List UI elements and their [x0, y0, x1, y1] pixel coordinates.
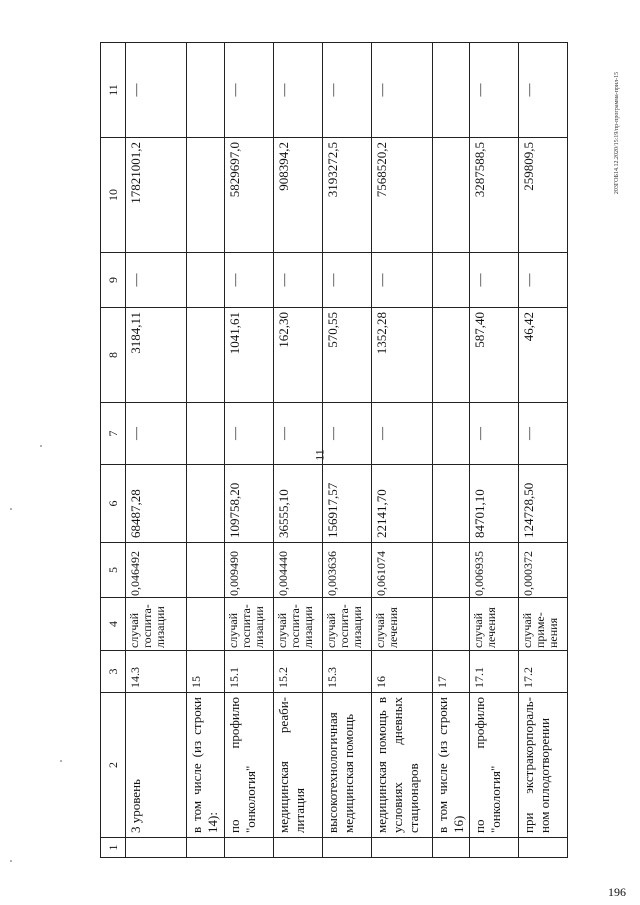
indicator-name-cell: по профилю "онкология" — [224, 693, 273, 838]
col9-value-cell — [432, 253, 470, 308]
norm-value-cell — [432, 543, 470, 598]
line-number-cell: 16 — [371, 651, 432, 693]
norm-value-cell: 0,006935 — [470, 543, 519, 598]
table-row — [470, 43, 519, 858]
row-index-cell — [432, 838, 470, 858]
row-index-cell — [470, 838, 519, 858]
line-number-cell: 15.3 — [322, 651, 371, 693]
unit-cell: случай приме-нения — [519, 598, 568, 651]
header-cell: 4 — [101, 598, 126, 651]
row-index-cell — [187, 838, 225, 858]
total-value-cell: 908394,2 — [273, 138, 322, 253]
norm-value-cell: 0,061074 — [371, 543, 432, 598]
indicator-name-cell: высокотехнологичная медицинская помощь — [322, 693, 371, 838]
col11-value-cell: — — [322, 43, 371, 138]
unit-cell: случай госпита-лизации — [322, 598, 371, 651]
col9-value-cell: — — [126, 253, 187, 308]
total-value-cell: 7568520,2 — [371, 138, 432, 253]
indicator-name-cell: в том числе (из строки 16) — [432, 693, 470, 838]
table-row — [322, 43, 371, 858]
data-table — [100, 42, 568, 858]
table-row — [126, 43, 187, 858]
col9-value-cell: — — [322, 253, 371, 308]
col7-value-cell: — — [322, 403, 371, 465]
total-value-cell: 3287588,5 — [470, 138, 519, 253]
per-capita-value-cell: 162,30 — [273, 308, 322, 403]
table-row — [224, 43, 273, 858]
header-cell: 2 — [101, 693, 126, 838]
unit-cell: случай лечения — [371, 598, 432, 651]
line-number-cell: 15.1 — [224, 651, 273, 693]
norm-value-cell: 0,000372 — [519, 543, 568, 598]
unit-cell: случай лечения — [470, 598, 519, 651]
total-value-cell — [432, 138, 470, 253]
per-capita-value-cell — [187, 308, 225, 403]
total-value-cell: 17821001,2 — [126, 138, 187, 253]
col7-value-cell: — — [273, 403, 322, 465]
line-number-cell: 17.2 — [519, 651, 568, 693]
indicator-name-cell: медицинская помощь в условиях дневных стационаров — [371, 693, 432, 838]
col11-value-cell: — — [371, 43, 432, 138]
per-capita-value-cell: 46,42 — [519, 308, 568, 403]
total-value-cell: 259809,5 — [519, 138, 568, 253]
table-row — [371, 43, 432, 858]
table-row — [273, 43, 322, 858]
page-number: 196 — [608, 885, 626, 899]
cost-value-cell — [187, 465, 225, 543]
col11-value-cell: — — [273, 43, 322, 138]
per-capita-value-cell: 1041,61 — [224, 308, 273, 403]
header-cell: 3 — [101, 651, 126, 693]
table-row — [187, 43, 225, 858]
col11-value-cell: — — [519, 43, 568, 138]
cost-value-cell — [432, 465, 470, 543]
page-top-number: 11 — [312, 449, 327, 461]
col7-value-cell — [432, 403, 470, 465]
per-capita-value-cell — [432, 308, 470, 403]
cost-value-cell: 36555,10 — [273, 465, 322, 543]
header-cell: 7 — [101, 403, 126, 465]
document-stamp: 203ГОБ14.12.2020/15:19/пр-программа-прил-15 — [614, 71, 620, 195]
col11-value-cell — [432, 43, 470, 138]
header-row — [101, 43, 126, 858]
header-cell: 10 — [101, 138, 126, 253]
row-index-cell — [519, 838, 568, 858]
col7-value-cell: — — [470, 403, 519, 465]
norm-value-cell: 0,009490 — [224, 543, 273, 598]
line-number-cell: 15.2 — [273, 651, 322, 693]
line-number-cell: 15 — [187, 651, 225, 693]
indicator-name-cell: 3 уровень — [126, 693, 187, 838]
indicator-name-cell: при экстракорпораль-ном оплодотворении — [519, 693, 568, 838]
col9-value-cell: — — [371, 253, 432, 308]
col7-value-cell: — — [126, 403, 187, 465]
header-cell: 6 — [101, 465, 126, 543]
unit-cell — [432, 598, 470, 651]
table-row — [519, 43, 568, 858]
per-capita-value-cell: 1352,28 — [371, 308, 432, 403]
col11-value-cell: — — [470, 43, 519, 138]
norm-value-cell — [187, 543, 225, 598]
col7-value-cell: — — [371, 403, 432, 465]
col7-value-cell: — — [224, 403, 273, 465]
cost-value-cell: 124728,50 — [519, 465, 568, 543]
col11-value-cell: — — [224, 43, 273, 138]
norm-value-cell: 0,004440 — [273, 543, 322, 598]
cost-value-cell: 84701,10 — [470, 465, 519, 543]
table-row — [432, 43, 470, 858]
per-capita-value-cell: 587,40 — [470, 308, 519, 403]
col11-value-cell: — — [126, 43, 187, 138]
unit-cell: случай госпита-лизации — [224, 598, 273, 651]
per-capita-value-cell: 3184,11 — [126, 308, 187, 403]
indicator-name-cell: медицинская реаби-литация — [273, 693, 322, 838]
unit-cell: случай госпита-лизации — [273, 598, 322, 651]
header-cell: 1 — [101, 838, 126, 858]
col7-value-cell — [187, 403, 225, 465]
total-value-cell: 3193272,5 — [322, 138, 371, 253]
col9-value-cell: — — [519, 253, 568, 308]
col9-value-cell: — — [224, 253, 273, 308]
col11-value-cell — [187, 43, 225, 138]
cost-value-cell: 109758,20 — [224, 465, 273, 543]
rotated-table-container — [100, 43, 559, 858]
col9-value-cell: — — [470, 253, 519, 308]
per-capita-value-cell: 570,55 — [322, 308, 371, 403]
row-index-cell — [224, 838, 273, 858]
total-value-cell: 5829697,0 — [224, 138, 273, 253]
cost-value-cell: 68487,28 — [126, 465, 187, 543]
total-value-cell — [187, 138, 225, 253]
cost-value-cell: 156917,57 — [322, 465, 371, 543]
line-number-cell: 14.3 — [126, 651, 187, 693]
cost-value-cell: 22141,70 — [371, 465, 432, 543]
col7-value-cell: — — [519, 403, 568, 465]
line-number-cell: 17 — [432, 651, 470, 693]
indicator-name-cell: в том числе (из строки 14): — [187, 693, 225, 838]
row-index-cell — [322, 838, 371, 858]
row-index-cell — [273, 838, 322, 858]
col9-value-cell: — — [273, 253, 322, 308]
norm-value-cell: 0,003636 — [322, 543, 371, 598]
indicator-name-cell: по профилю "онкология" — [470, 693, 519, 838]
header-cell: 8 — [101, 308, 126, 403]
col9-value-cell — [187, 253, 225, 308]
header-cell: 5 — [101, 543, 126, 598]
unit-cell: случай госпита-лизации — [126, 598, 187, 651]
row-index-cell — [126, 838, 187, 858]
row-index-cell — [371, 838, 432, 858]
norm-value-cell: 0,046492 — [126, 543, 187, 598]
header-cell: 11 — [101, 43, 126, 138]
line-number-cell: 17.1 — [470, 651, 519, 693]
unit-cell — [187, 598, 225, 651]
header-cell: 9 — [101, 253, 126, 308]
